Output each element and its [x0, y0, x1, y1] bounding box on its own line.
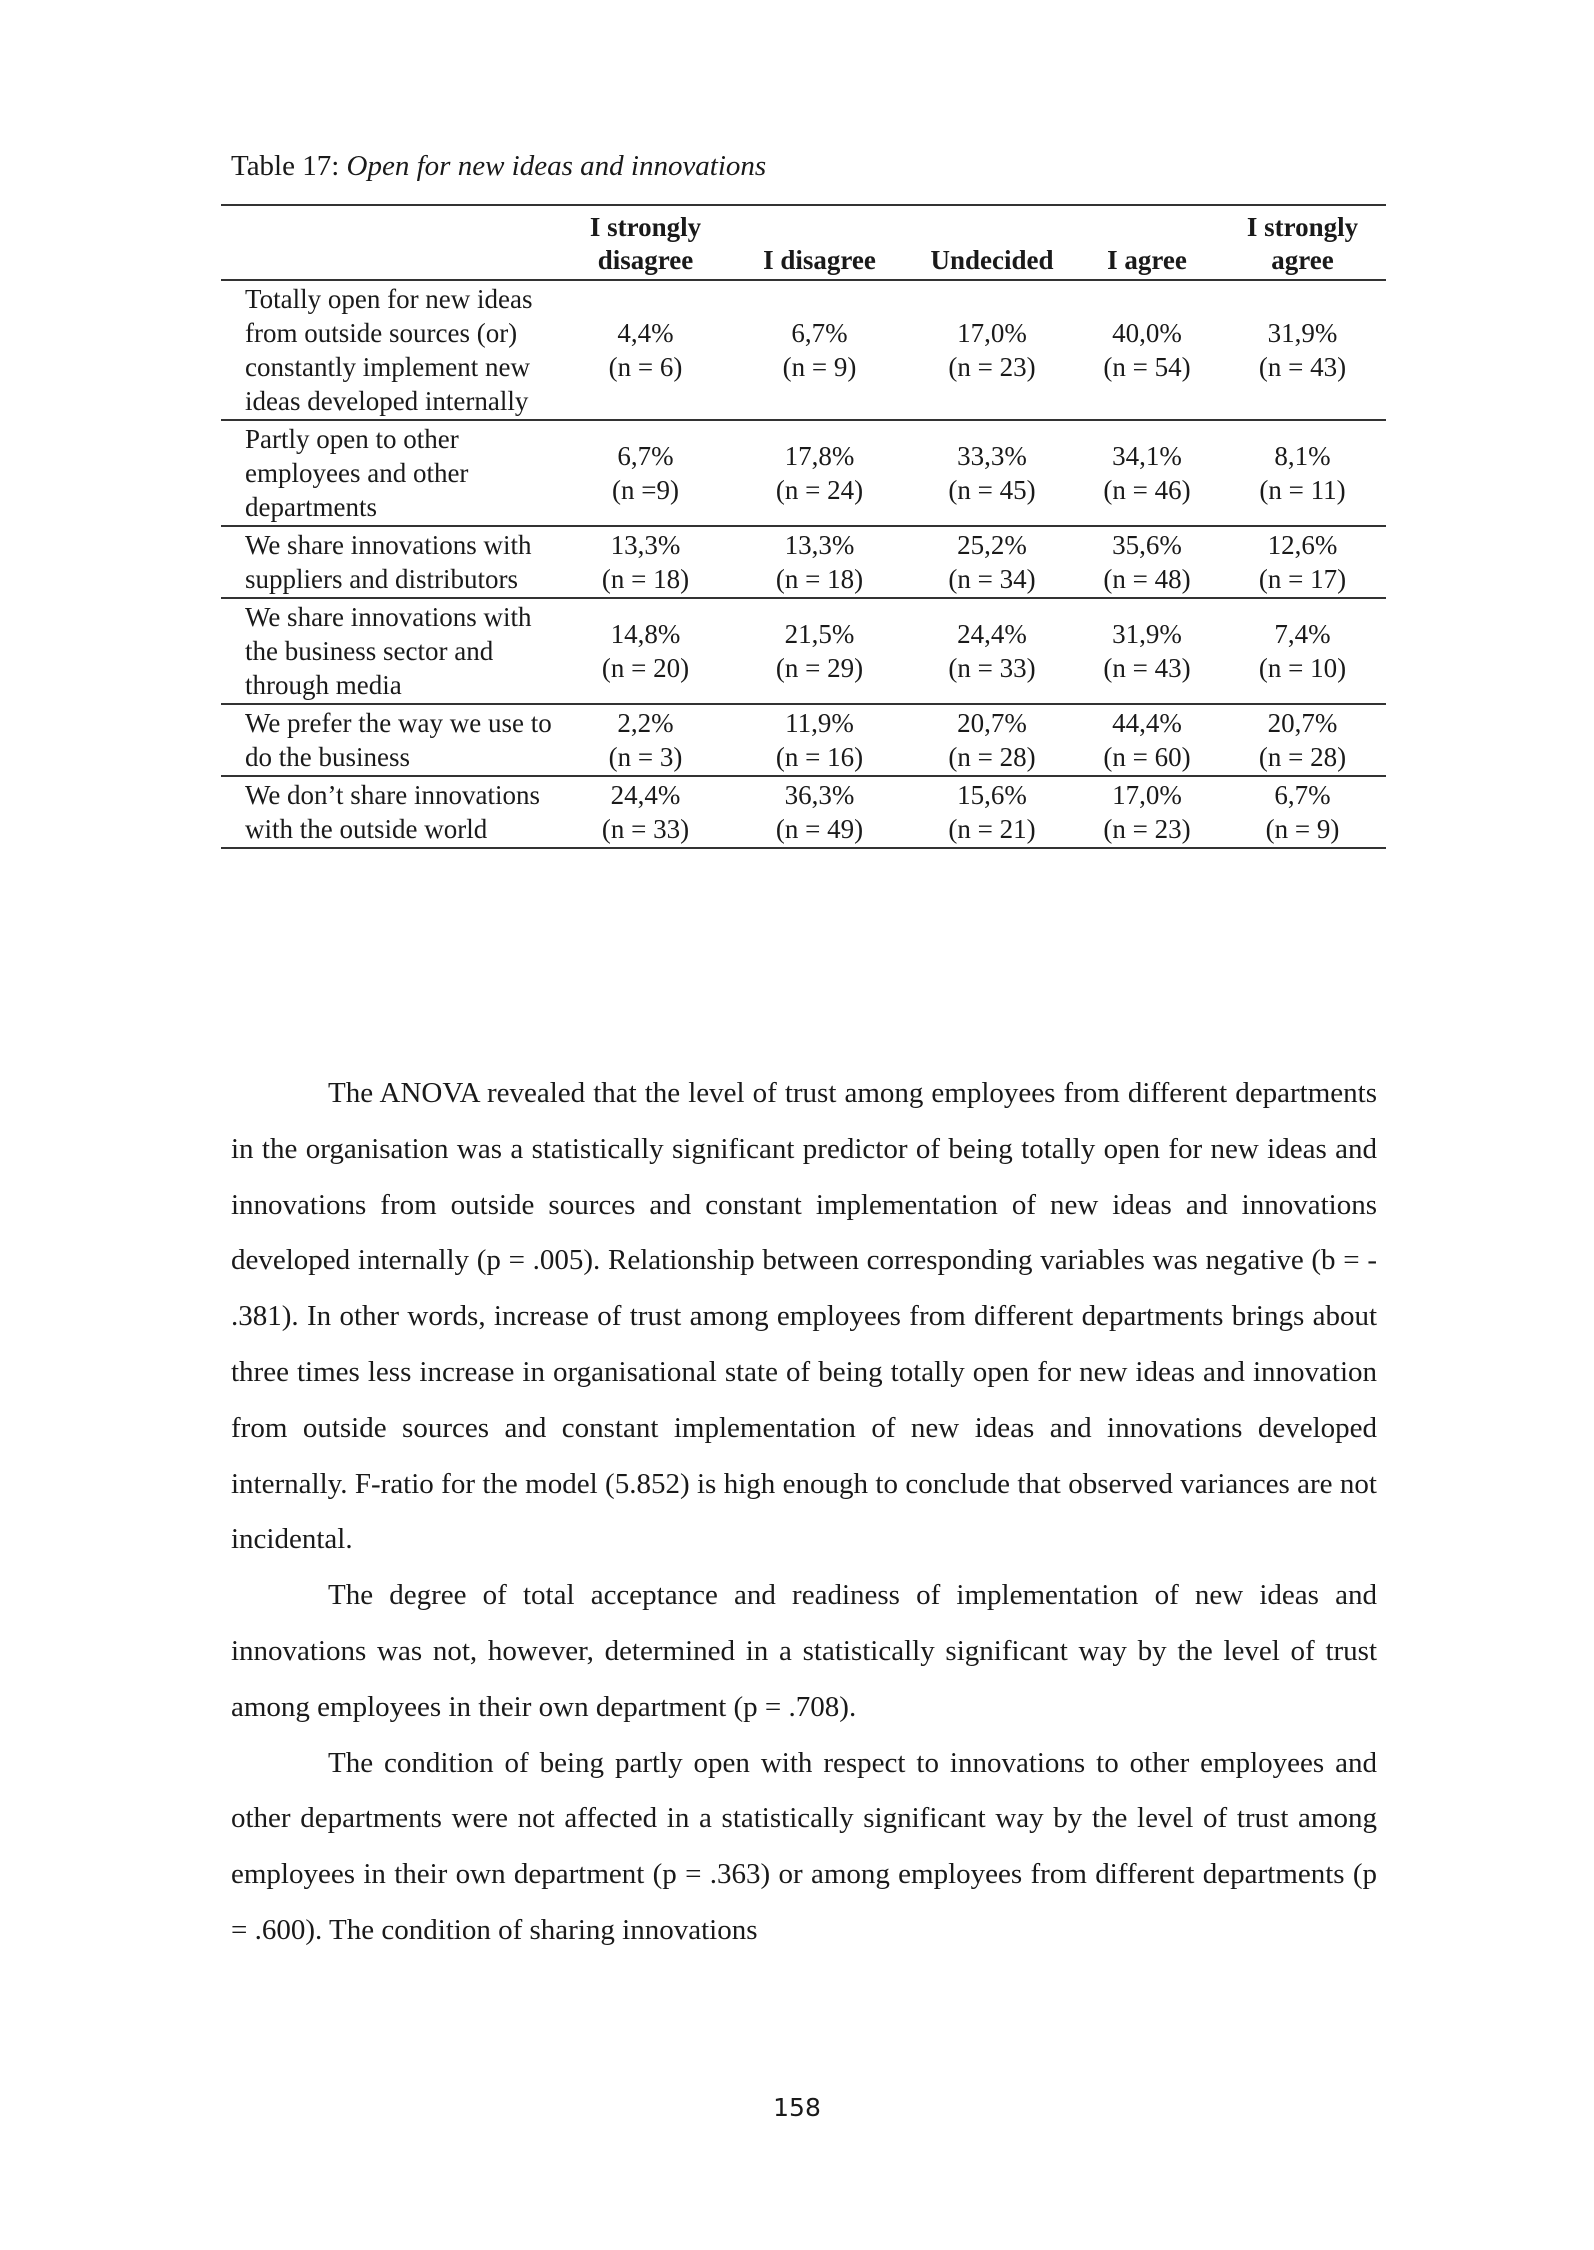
cell-count: (n = 17): [1258, 564, 1347, 594]
cell-count: (n = 43): [1258, 352, 1347, 382]
row-statement: We share innovations with the business sector and through media: [245, 602, 532, 700]
cell-percentage: 31,9%: [1267, 318, 1338, 348]
cell-percentage: 6,7%: [791, 318, 848, 348]
cell-percentage: 40,0%: [1112, 318, 1182, 348]
cell-count: (n = 48): [1103, 564, 1191, 594]
cell-percentage: 17,0%: [957, 318, 1027, 348]
cell-agree: [1075, 598, 1219, 704]
cell-count: (n = 43): [1103, 653, 1191, 683]
cell-count: (n = 49): [775, 814, 864, 844]
cell-strongly-disagree: [561, 420, 730, 526]
cell-percentage: 44,4%: [1112, 708, 1182, 738]
table-row: [221, 280, 1386, 420]
row-statement: We don’t share innovations with the outside world: [245, 780, 541, 844]
page-number: 158: [773, 2093, 821, 2122]
paragraph: The ANOVA revealed that the level of trust among employees from different departments in the organisation was a statistically significant predictor of being totally open for new ideas and innovations from outside sources and constant implementation of new ideas and innovations developed internally (p = .005). Relationship between corresponding variables was negative (b = - .381). In other words, increase of trust among employees from different departments brings about three times less increase in organisational state of being totally open for new ideas and innovation from outside sources and constant implementation of new ideas and innovations developed internally. F-ratio for the model (5.852) is high enough to conclude that observed variances are not incidental.: [231, 1077, 1377, 1556]
cell-count: (n = 18): [601, 564, 690, 594]
header-statement: [221, 205, 561, 280]
cell-percentage: 17,0%: [1112, 780, 1182, 810]
cell-percentage: 13,3%: [784, 530, 855, 560]
cell-percentage: 24,4%: [957, 619, 1027, 649]
cell-percentage: 6,7%: [617, 441, 674, 471]
cell-disagree: [730, 598, 909, 704]
cell-count: (n = 28): [1258, 742, 1347, 772]
cell-disagree: [730, 776, 909, 848]
cell-count: (n = 45): [948, 475, 1036, 505]
cell-percentage: 8,1%: [1274, 441, 1331, 471]
cell-count: (n = 10): [1258, 653, 1347, 683]
cell-undecided: [909, 704, 1075, 776]
cell-percentage: 2,2%: [617, 708, 674, 738]
cell-percentage: 36,3%: [784, 780, 855, 810]
table-row: [221, 420, 1386, 526]
header-agree: I agree: [1107, 245, 1187, 275]
table-body: [221, 280, 1386, 848]
cell-disagree: [730, 280, 909, 420]
cell-agree: [1075, 704, 1219, 776]
cell-count: (n = 21): [948, 814, 1036, 844]
row-statement: Totally open for new ideas from outside sources (or) constantly implement new ideas developed internally: [245, 284, 533, 416]
cell-percentage: 33,3%: [957, 441, 1027, 471]
cell-strongly-agree: [1219, 776, 1386, 848]
body-text: [231, 1066, 1377, 1959]
cell-count: (n = 9): [1265, 814, 1340, 844]
cell-percentage: 35,6%: [1112, 530, 1182, 560]
cell-count: (n = 46): [1103, 475, 1191, 505]
table-row: [221, 598, 1386, 704]
table-header-row: [221, 205, 1386, 280]
header-disagree: I disagree: [763, 245, 876, 275]
row-statement: Partly open to other employees and other departments: [245, 424, 469, 522]
cell-strongly-agree: [1219, 526, 1386, 598]
cell-strongly-disagree: [561, 280, 730, 420]
cell-undecided: [909, 420, 1075, 526]
results-table: [221, 204, 1386, 849]
cell-strongly-agree: [1219, 420, 1386, 526]
cell-agree: [1075, 776, 1219, 848]
cell-percentage: 13,3%: [610, 530, 681, 560]
cell-count: (n =9): [612, 475, 679, 505]
table-row: [221, 526, 1386, 598]
table-caption: [231, 148, 766, 184]
cell-count: (n = 20): [601, 653, 690, 683]
cell-count: (n = 34): [948, 564, 1036, 594]
cell-count: (n = 54): [1103, 352, 1191, 382]
cell-percentage: 25,2%: [957, 530, 1027, 560]
cell-disagree: [730, 704, 909, 776]
cell-strongly-agree: [1219, 598, 1386, 704]
cell-count: (n = 24): [775, 475, 864, 505]
cell-count: (n = 60): [1103, 742, 1191, 772]
cell-count: (n = 29): [775, 653, 864, 683]
cell-count: (n = 3): [608, 742, 683, 772]
cell-percentage: 24,4%: [610, 780, 681, 810]
table-row: [221, 776, 1386, 848]
paragraph: The degree of total acceptance and readiness of implementation of new ideas and innovations was not, however, determined in a statistically significant way by the level of trust among employees in their own department (p = .708).: [231, 1579, 1377, 1723]
cell-percentage: 12,6%: [1267, 530, 1338, 560]
cell-undecided: [909, 526, 1075, 598]
cell-percentage: 21,5%: [784, 619, 855, 649]
header-strongly-disagree: I strongly disagree: [589, 212, 702, 275]
cell-disagree: [730, 526, 909, 598]
row-statement: We share innovations with suppliers and distributors: [245, 530, 532, 594]
table-caption-title: Open for new ideas and innovations: [346, 150, 767, 182]
cell-undecided: [909, 598, 1075, 704]
table-row: [221, 704, 1386, 776]
cell-percentage: 7,4%: [1274, 619, 1331, 649]
cell-undecided: [909, 776, 1075, 848]
cell-count: (n = 33): [601, 814, 690, 844]
cell-percentage: 31,9%: [1112, 619, 1182, 649]
cell-percentage: 6,7%: [1274, 780, 1331, 810]
header-strongly-agree: I strongly agree: [1246, 212, 1359, 275]
cell-percentage: 4,4%: [617, 318, 674, 348]
cell-count: (n = 18): [775, 564, 864, 594]
cell-count: (n = 33): [948, 653, 1036, 683]
cell-strongly-agree: [1219, 280, 1386, 420]
cell-count: (n = 23): [948, 352, 1036, 382]
cell-count: (n = 6): [608, 352, 683, 382]
cell-undecided: [909, 280, 1075, 420]
cell-count: (n = 9): [782, 352, 857, 382]
cell-agree: [1075, 420, 1219, 526]
cell-count: (n = 16): [775, 742, 864, 772]
paragraph: The condition of being partly open with respect to innovations to other employees and other departments were not affected in a statistically significant way by the level of trust among employees in their own department (p = .363) or among employees from different departments (p = .600). The condition of sharing innovations: [231, 1746, 1377, 1946]
cell-disagree: [730, 420, 909, 526]
cell-percentage: 15,6%: [957, 780, 1027, 810]
cell-agree: [1075, 280, 1219, 420]
header-undecided: Undecided: [930, 245, 1054, 275]
cell-strongly-agree: [1219, 704, 1386, 776]
row-statement: We prefer the way we use to do the business: [245, 708, 552, 772]
cell-agree: [1075, 526, 1219, 598]
cell-strongly-disagree: [561, 598, 730, 704]
cell-strongly-disagree: [561, 776, 730, 848]
cell-percentage: 34,1%: [1112, 441, 1182, 471]
cell-percentage: 17,8%: [784, 441, 855, 471]
cell-count: (n = 23): [1103, 814, 1191, 844]
cell-strongly-disagree: [561, 704, 730, 776]
cell-percentage: 20,7%: [957, 708, 1027, 738]
table-caption-prefix: Table 17:: [231, 150, 347, 182]
cell-percentage: 14,8%: [610, 619, 681, 649]
cell-strongly-disagree: [561, 526, 730, 598]
cell-percentage: 20,7%: [1267, 708, 1338, 738]
cell-percentage: 11,9%: [785, 708, 854, 738]
cell-count: (n = 11): [1259, 475, 1346, 505]
cell-count: (n = 28): [948, 742, 1036, 772]
